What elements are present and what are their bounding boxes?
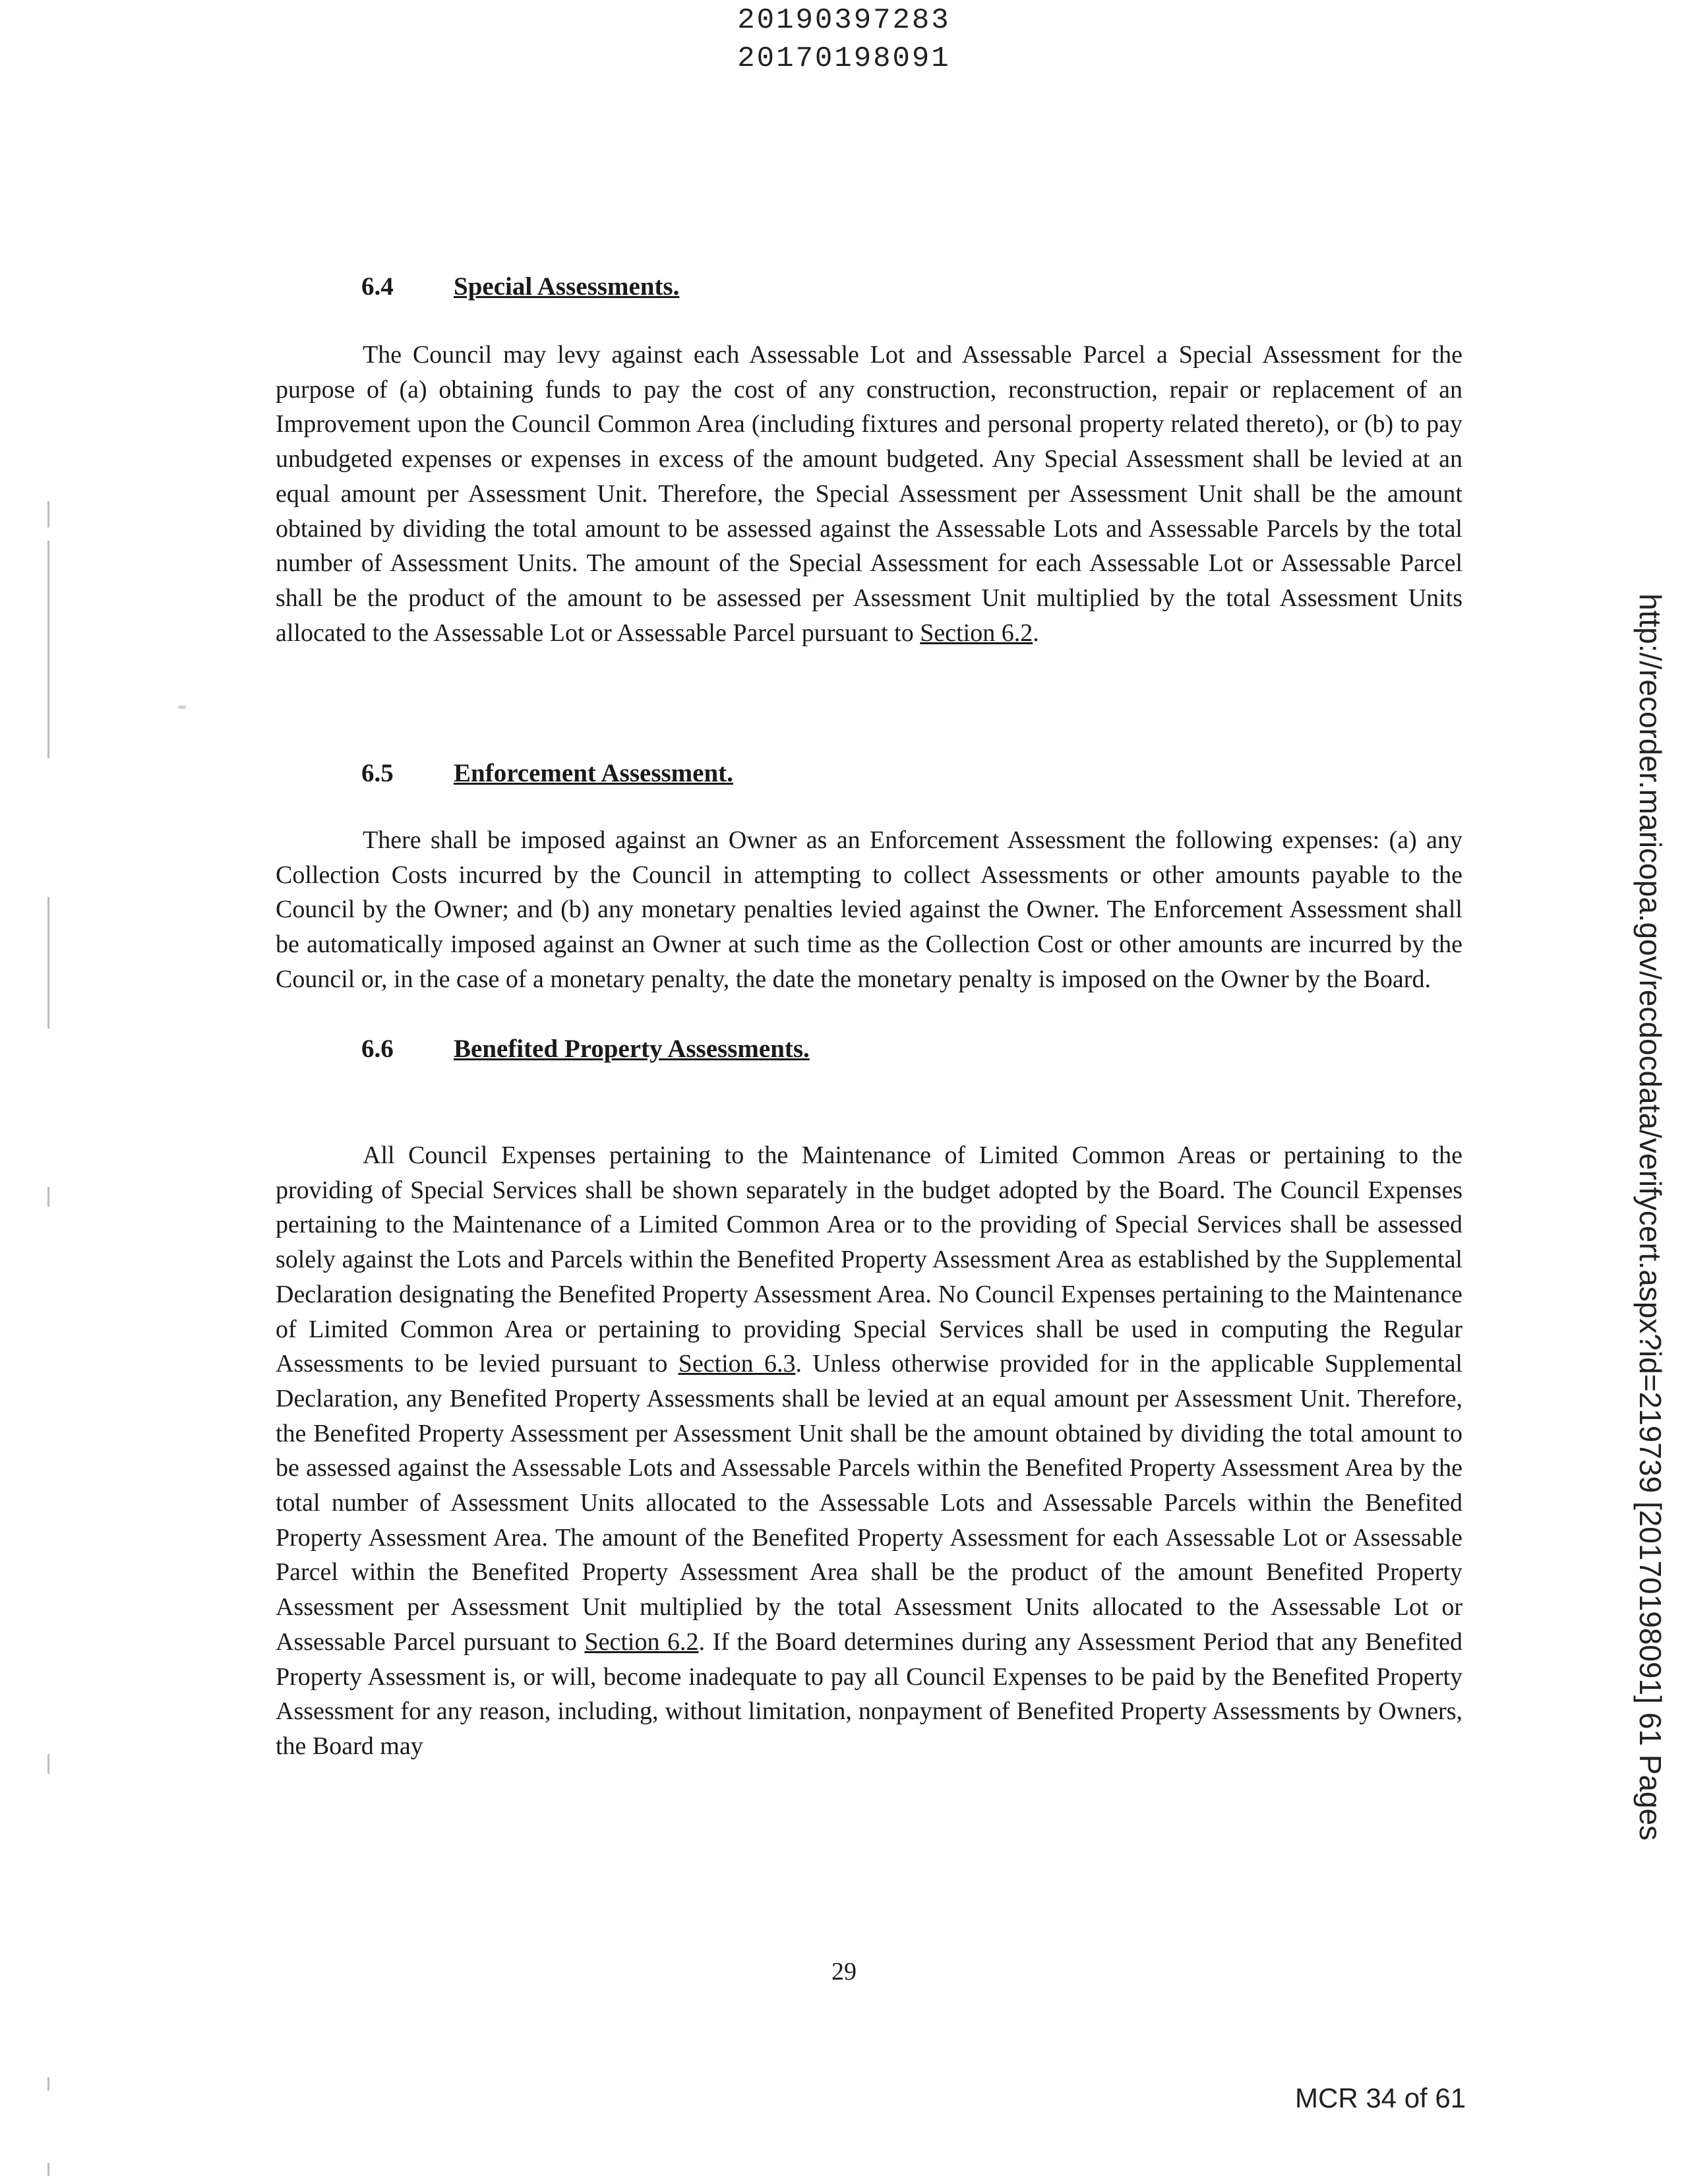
page-number: 29 [831,1958,857,1986]
recording-number-secondary: 20170198091 [737,42,951,75]
scan-artifact [47,897,49,1029]
section-reference: Section 6.2 [584,1627,699,1656]
scan-artifact [178,706,186,709]
scan-artifact [47,2077,49,2090]
section-body-6-6: All Council Expenses pertaining to the Maintenance of Limited Common Areas or pertaining to the providing of Special Services shall be shown separately in the budget adopted by the Board. The Council Expenses pertaining to the Maintenance of a Limited Common Area or to the providing of Special Services shall be assessed solely against the Lots and Parcels within the Benefited Property Assessment Area as established by the Supplemental Declaration designating the Benefited Property Assessment Area. No Council Expenses pertaining to the Maintenance of Limited Common Area or pertaining to providing Special Services shall be used in computing the Regular Assessments to be levied pursuant to Section 6.3. Unless otherwise provided for in the applicable Supplemental Declaration, any Benefited Property Assessments shall be levied at an equal amount per Assessment Unit. Therefore, the Benefited Property Assessment per Assessment Unit shall be the amount obtained by dividing the total amount to be assessed against the Assessable Lots and Assessable Parcels within the Benefited Property Assessment Area by the total number of Assessment Units allocated to the Assessable Lots and Assessable Parcels within the Benefited Property Assessment Area. The amount of the Benefited Property Assessment for each Assessable Lot or Assessable Parcel within the Benefited Property Assessment Area shall be the product of the amount Benefited Property Assessment per Assessment Unit multiplied by the total Assessment Units allocated to the Assessable Lot or Assessable Parcel pursuant to Section 6.2. If the Board determines during any Assessment Period that any Benefited Property Assessment is, or will, become inadequate to pay all Council Expenses to be paid by the Benefited Property Assessment for any reason, including, without limitation, nonpayment of Benefited Property Assessments by Owners, the Board may [276,1141,1463,1760]
section-reference: Section 6.3 [678,1350,796,1378]
scan-artifact [47,541,49,758]
section-number: 6.5 [361,759,394,787]
scan-artifact [47,1754,49,1774]
scan-artifact [47,2163,49,2176]
section-title: Benefited Property Assessments. [454,1035,810,1063]
paragraph-text: There shall be imposed against an Owner as an Enforcement Assessment the following expenses: (a) any Collection Costs incurred by the Council in attempting to collect Assessments or other amounts payable to the Council by the Owner; and (b) any monetary penalties levied against the Owner. The Enforcement Assessment shall be automatically imposed against an Owner at such time as the Collection Cost or other amounts are incurred by the Council or, in the case of a monetary penalty, the date the monetary penalty is imposed on the Owner by the Board. [276,826,1462,993]
section-number: 6.4 [361,272,394,301]
section-heading-6-6 [361,1034,810,1064]
section-body-6-4: The Council may levy against each Assessable Lot and Assessable Parcel a Special Assessment for the purpose of (a) obtaining funds to pay the cost of any construction, reconstruction, repair or replacement of an Improvement upon the Council Common Area (including fixtures and personal property related thereto), or (b) to pay unbudgeted expenses or expenses in excess of the amount budgeted. Any Special Assessment shall be levied at an equal amount per Assessment Unit. Therefore, the Special Assessment per Assessment Unit shall be the amount obtained by dividing the total amount to be assessed against the Assessable Lots and Assessable Parcels by the total number of Assessment Units. The amount of the Special Assessment for each Assessable Lot or Assessable Parcel shall be the product of the amount to be assessed per Assessment Unit multiplied by the total Assessment Units allocated to the Assessable Lot or Assessable Parcel pursuant to Section 6.2. [276,341,1462,647]
recording-number-top: 20190397283 [737,4,951,37]
section-heading-6-4 [361,272,679,301]
page-count-label: MCR 34 of 61 [1295,2082,1466,2113]
recorder-verification-url[interactable]: http://recorder.maricopa.gov/recdocdata/verifycert.aspx?id=219739 [20170198091] 61 Pages [1633,593,1668,1841]
section-number: 6.6 [361,1035,394,1063]
scan-artifact [47,1187,49,1207]
paragraph-text: The Council may levy against each Assessable Lot and Assessable Parcel a Special Assessment for the purpose of (a) obtaining funds to pay the cost of any construction, reconstruction, repair or replacement of an Improvement upon the Council Common Area (including fixtures and personal property related thereto), or (b) to pay unbudgeted expenses or expenses in excess of the amount budgeted. Any Special Assessment shall be levied at an equal amount per Assessment Unit. Therefore, the Special Assessment per Assessment Unit shall be the amount obtained by dividing the total amount to be assessed against the Assessable Lots and Assessable Parcels by the total number of Assessment Units. The amount of the Special Assessment for each Assessable Lot or Assessable Parcel shall be the product of the amount to be assessed per Assessment Unit multiplied by the total Assessment Units allocated to the Assessable Lot or Assessable Parcel pursuant to [276,341,1462,647]
section-title: Enforcement Assessment. [454,759,733,787]
section-body-6-5 [276,823,1462,997]
section-title: Special Assessments. [454,272,680,301]
scan-artifact [47,501,49,528]
section-reference: Section 6.2 [920,619,1033,647]
section-heading-6-5 [361,758,733,788]
paragraph-text: All Council Expenses pertaining to the Maintenance of Limited Common Areas or pertaining to the providing of Special Services shall be shown separately in the budget adopted by the Board. The Council Expenses pertaining to the Maintenance of a Limited Common Area or to the providing of Special Services shall be assessed solely against the Lots and Parcels within the Benefited Property Assessment Area as established by the Supplemental Declaration designating the Benefited Property Assessment Area. No Council Expenses pertaining to the Maintenance of Limited Common Area or pertaining to providing Special Services shall be used in computing the Regular Assessments to be levied pursuant to [276,1141,1462,1378]
